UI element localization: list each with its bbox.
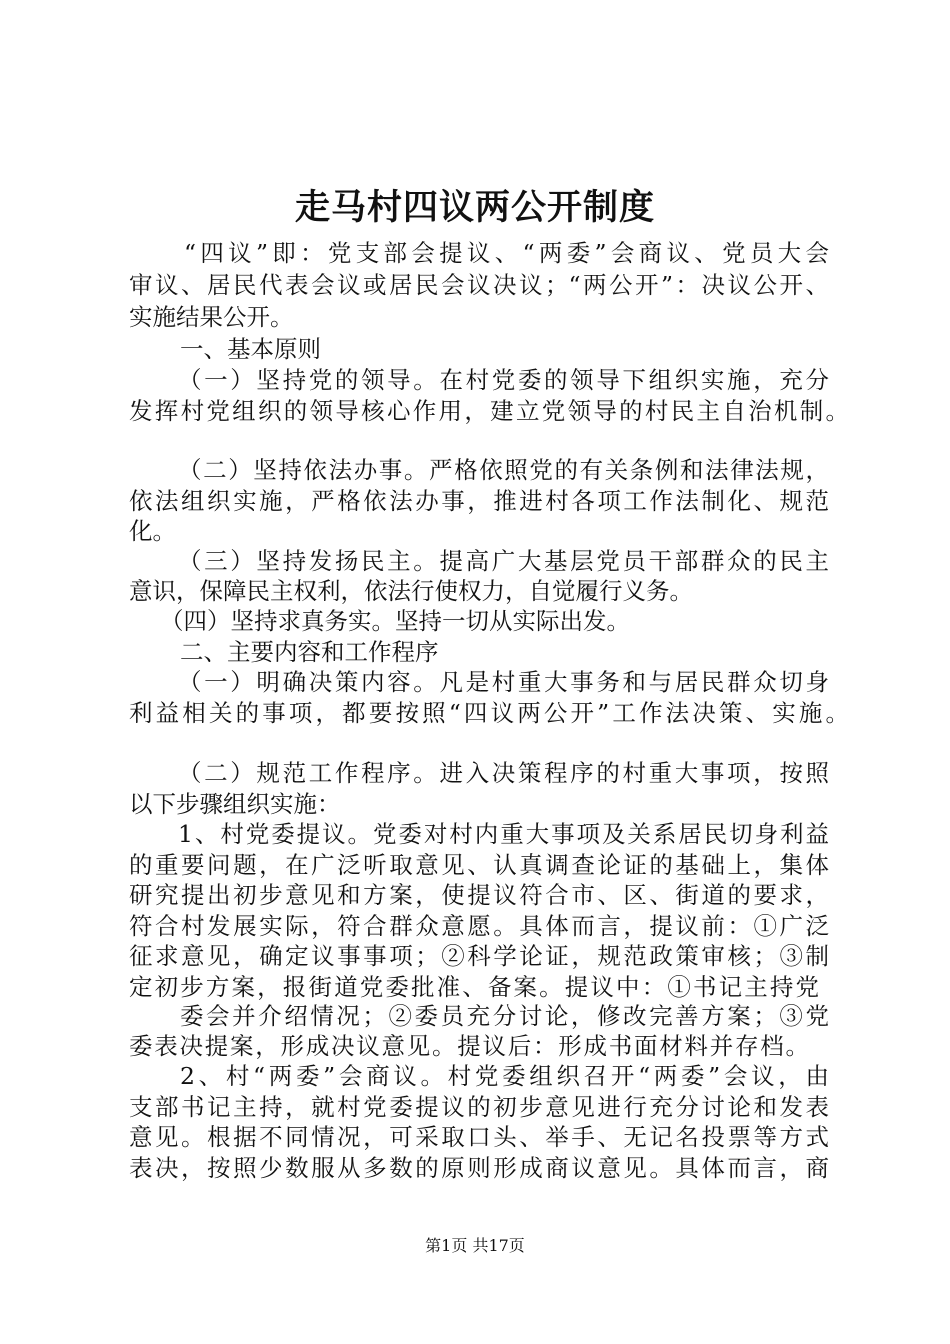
paragraph-line: 以下步骤组织实施：: [129, 790, 341, 818]
paragraph-line: （二）坚持依法办事。严格依照党的有关条例和法律法规，: [178, 456, 829, 484]
paragraph-line: 2、村“两委”会商议。村党委组织召开“两委”会议，由: [180, 1062, 829, 1090]
document-title: 走马村四议两公开制度: [294, 187, 655, 228]
paragraph-line: （一）明确决策内容。凡是村重大事务和与居民群众切身: [178, 668, 829, 696]
paragraph-line: 利益相关的事项，都要按照“四议两公开”工作法决策、实施。: [129, 699, 849, 727]
paragraph-line: 的重要问题，在广泛听取意见、认真调查论证的基础上，集体: [129, 851, 829, 879]
paragraph-line: 实施结果公开。: [129, 303, 294, 331]
paragraph-line: （二）规范工作程序。进入决策程序的村重大事项，按照: [178, 759, 829, 787]
section-heading: 一、基本原则: [180, 335, 321, 363]
paragraph-line: “四议”即：党支部会提议、“两委”会商议、党员大会: [184, 239, 829, 267]
paragraph-line: 1、村党委提议。党委对村内重大事项及关系居民切身利益: [178, 820, 829, 848]
paragraph-line: 符合村发展实际，符合群众意愿。具体而言，提议前：①广泛: [129, 912, 829, 940]
paragraph-line: 表决，按照少数服从多数的原则形成商议意见。具体而言，商: [129, 1154, 829, 1182]
paragraph-line: 依法组织实施，严格依法办事，推进村各项工作法制化、规范: [129, 487, 829, 515]
paragraph-line: （三）坚持发扬民主。提高广大基层党员干部群众的民主: [178, 547, 829, 575]
paragraph-line: 发挥村党组织的领导核心作用，建立党领导的村民主自治机制。: [129, 397, 849, 425]
section-heading: 二、主要内容和工作程序: [180, 638, 439, 666]
paragraph-line: 化。: [129, 517, 176, 545]
paragraph-line: （一）坚持党的领导。在村党委的领导下组织实施，充分: [178, 366, 829, 394]
paragraph-line: 意见。根据不同情况，可采取口头、举手、无记名投票等方式: [129, 1123, 829, 1151]
paragraph-line: 研究提出初步意见和方案，使提议符合市、区、街道的要求，: [129, 881, 829, 909]
paragraph-line: 意识，保障民主权利，依法行使权力，自觉履行义务。: [129, 577, 693, 605]
paragraph-line: 支部书记主持，就村党委提议的初步意见进行充分讨论和发表: [129, 1093, 829, 1121]
paragraph-line: 审议、居民代表会议或居民会议决议；“两公开”：决议公开、: [129, 271, 829, 299]
paragraph-line: 征求意见，确定议事事项；②科学论证，规范政策审核；③制: [129, 942, 829, 970]
page-number-footer: 第1页 共17页: [425, 1236, 525, 1255]
paragraph-line: 定初步方案，报街道党委批准、备案。提议中：①书记主持党: [129, 973, 819, 1001]
paragraph-line: （四）坚持求真务实。坚持一切从实际出发。: [160, 607, 630, 635]
paragraph-line: 委会并介绍情况；②委员充分讨论，修改完善方案；③党: [180, 1002, 829, 1030]
paragraph-line: 委表决提案，形成决议意见。提议后：形成书面材料并存档。: [129, 1032, 809, 1060]
